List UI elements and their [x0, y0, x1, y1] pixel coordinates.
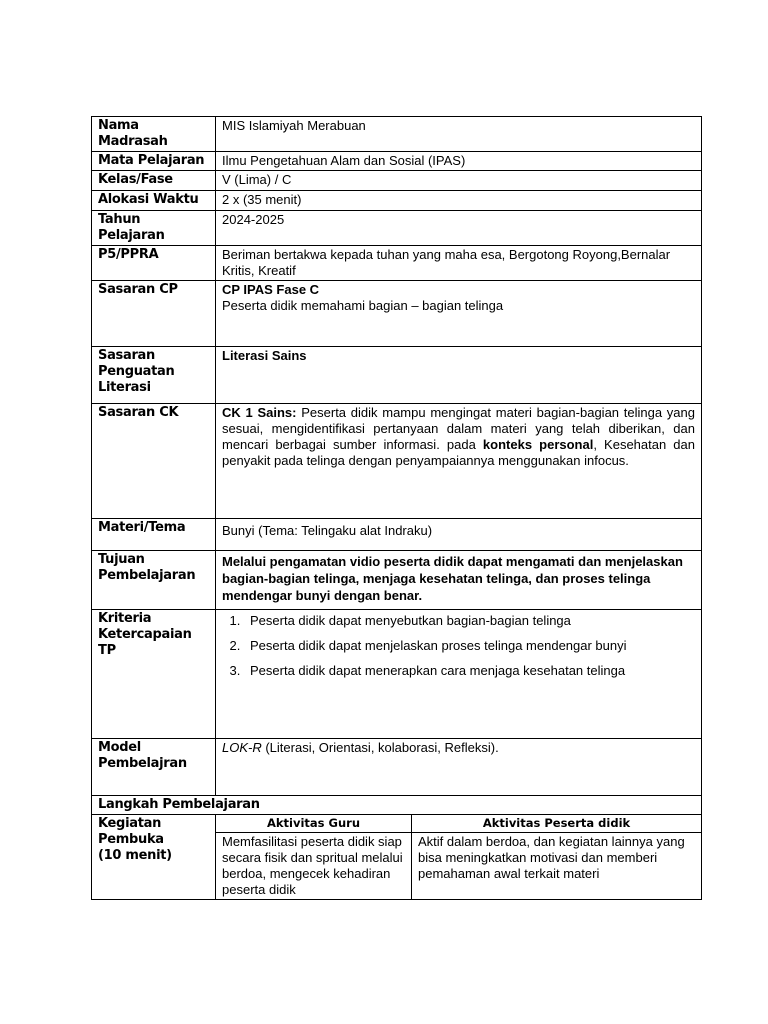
cp-heading: CP IPAS Fase C: [222, 282, 320, 297]
col-aktivitas-guru: Aktivitas Guru: [216, 815, 412, 833]
label-mata-pelajaran: Mata Pelajaran: [92, 152, 216, 171]
ck-lead: CK 1 Sains:: [222, 405, 297, 420]
label-model: Model Pembelajran: [92, 739, 216, 796]
ck-konteks: konteks personal: [482, 437, 594, 452]
value-model: [216, 739, 702, 796]
row-sasaran-cp: [92, 281, 702, 347]
row-kriteria: [92, 610, 702, 739]
cp-text: Peserta didik memahami bagian – bagian telinga: [222, 298, 504, 313]
kriteria-item: 3. Peserta didik dapat menerapkan cara menjaga kesehatan telinga: [244, 663, 695, 679]
value-sasaran-literasi: Literasi Sains: [216, 347, 702, 404]
value-materi-tema: Bunyi (Tema: Telingaku alat Indraku): [216, 519, 702, 551]
value-kriteria: [216, 610, 702, 739]
activity-table: [216, 815, 701, 899]
label-sasaran-ck: Sasaran CK: [92, 404, 216, 519]
kegiatan-label-3: (10 menit): [98, 848, 172, 863]
row-kegiatan-pembuka: [92, 815, 702, 900]
value-sasaran-ck: [216, 404, 702, 519]
kriteria-item: 1. Peserta didik dapat menyebutkan bagian-bagian telinga: [244, 613, 695, 629]
kriteria-list: [222, 613, 695, 679]
label-nama-madrasah: Nama Madrasah: [92, 117, 216, 152]
kegiatan-label-2: Pembuka: [98, 832, 164, 847]
row-mata-pelajaran: [92, 152, 702, 171]
kegiatan-activities: [216, 815, 702, 900]
label-kegiatan-pembuka: [92, 815, 216, 900]
row-model: [92, 739, 702, 796]
lesson-plan-table: [91, 116, 702, 900]
label-materi-tema: Materi/Tema: [92, 519, 216, 551]
value-mata-pelajaran: Ilmu Pengetahuan Alam dan Sosial (IPAS): [216, 152, 702, 171]
row-alokasi-waktu: [92, 191, 702, 211]
value-nama-madrasah: MIS Islamiyah Merabuan: [216, 117, 702, 152]
model-name: LOK-R: [222, 740, 262, 755]
value-kelas-fase: V (Lima) / C: [216, 171, 702, 191]
row-p5-ppra: [92, 246, 702, 281]
row-sasaran-ck: [92, 404, 702, 519]
value-sasaran-cp: [216, 281, 702, 347]
label-tujuan: Tujuan Pembelajaran: [92, 551, 216, 610]
label-langkah: Langkah Pembelajaran: [92, 796, 702, 815]
activity-row: [216, 833, 701, 900]
ck-text-a: Peserta didik mampu mengingat materi bagian-bagian telinga yang sesuai, mengidentifikasi pertanyaan dalam materi yang telah diberikan, dan mencari berbagai sumber informasi. pada: [222, 405, 695, 452]
activity-header-row: [216, 815, 701, 833]
row-tujuan: [92, 551, 702, 610]
label-p5-ppra: P5/PPRA: [92, 246, 216, 281]
value-p5-ppra: Beriman bertakwa kepada tuhan yang maha esa, Bergotong Royong,Bernalar Kritis, Kreatif: [216, 246, 702, 281]
value-tahun-pelajaran: 2024-2025: [216, 211, 702, 246]
col-aktivitas-siswa: Aktivitas Peserta didik: [412, 815, 702, 833]
row-nama-madrasah: [92, 117, 702, 152]
row-langkah: [92, 796, 702, 815]
label-sasaran-cp: Sasaran CP: [92, 281, 216, 347]
value-tujuan: Melalui pengamatan vidio peserta didik dapat mengamati dan menjelaskan bagian-bagian telinga, menjaga kesehatan telinga, dan proses telinga mendengar bunyi dengan benar.: [216, 551, 702, 610]
label-alokasi-waktu: Alokasi Waktu: [92, 191, 216, 211]
value-alokasi-waktu: 2 x (35 menit): [216, 191, 702, 211]
label-sasaran-literasi: Sasaran Penguatan Literasi: [92, 347, 216, 404]
aktivitas-guru-text: Memfasilitasi peserta didik siap secara fisik dan spritual melalui berdoa, mengecek kehadiran peserta didik: [216, 833, 412, 900]
aktivitas-siswa-text: Aktif dalam berdoa, dan kegiatan lainnya yang bisa meningkatkan motivasi dan memberi pemahaman awal terkait materi: [418, 834, 685, 881]
kriteria-item: 2. Peserta didik dapat menjelaskan proses telinga mendengar bunyi: [244, 638, 695, 654]
row-kelas-fase: [92, 171, 702, 191]
label-tahun-pelajaran: Tahun Pelajaran: [92, 211, 216, 246]
ck-text-c: , Kesehatan dan penyakit pada telinga dengan penyampaiannya menggunakan infocus.: [222, 437, 695, 468]
kegiatan-label-1: Kegiatan: [98, 816, 162, 831]
model-desc: (Literasi, Orientasi, kolaborasi, Refleksi).: [261, 740, 499, 755]
row-sasaran-literasi: [92, 347, 702, 404]
label-kriteria: Kriteria Ketercapaian TP: [92, 610, 216, 739]
row-tahun-pelajaran: [92, 211, 702, 246]
label-kelas-fase: Kelas/Fase: [92, 171, 216, 191]
row-materi-tema: [92, 519, 702, 551]
